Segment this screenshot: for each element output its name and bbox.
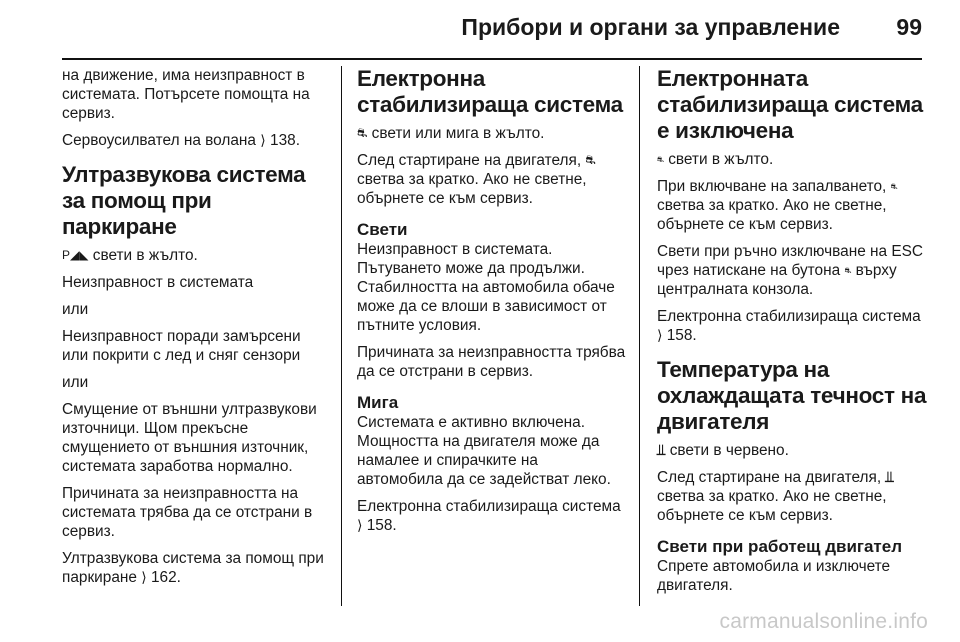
status-line [62, 246, 330, 265]
paragraph: Спрете автомобила и изключете двигателя. [657, 558, 891, 594]
paragraph: на движение, има неизправност в системата. Потърсете помощта на сервиз. [62, 67, 310, 122]
skid-car-off-icon: ⛐ [657, 155, 664, 164]
header-divider [62, 58, 922, 60]
subheading-on: Свети [357, 220, 408, 239]
column-2 [357, 66, 627, 543]
status-line [657, 441, 927, 460]
paragraph: Неизправност поради замърсени или покрити с лед и сняг сензори [62, 328, 301, 364]
ref-page: 138. [270, 132, 300, 149]
page-header [0, 0, 960, 62]
ref-page: 158. [366, 517, 397, 534]
paragraph-end: светва за кратко. Ако не светне, обърнете се към сервиз. [657, 197, 887, 233]
ref-arrow-icon: ⟩ [260, 132, 266, 148]
paragraph [657, 242, 927, 299]
skid-car-off-icon: ⛐ [844, 266, 852, 275]
ref-page: 158. [666, 327, 697, 344]
column-3 [657, 66, 927, 603]
column-divider [341, 66, 342, 606]
status-text: свети в червено. [669, 442, 789, 459]
ref-page: 162. [151, 569, 181, 586]
column-1 [62, 66, 330, 595]
status-line [657, 150, 927, 169]
paragraph [357, 151, 627, 208]
status-text: свети в жълто. [668, 151, 774, 168]
paragraph-end: светва за кратко. Ако не светне, обърнете се към сервиз. [657, 488, 887, 524]
subheading-flashing: Мига [357, 393, 399, 412]
paragraph: Системата е активно включена. Мощността на двигателя може да намалее и спирачките на автомобила да се задействат леко. [357, 414, 611, 488]
ref-arrow-icon: ⟩ [357, 517, 363, 533]
section-heading-parking-assist: Ултразвукова система за помощ при паркиране [62, 162, 306, 239]
paragraph-end: върху централната конзола. [657, 262, 897, 298]
status-text: свети или мига в жълто. [371, 125, 545, 142]
section-heading-coolant-temp: Температура на охлаждащата течност на двигателя [657, 357, 927, 434]
paragraph-start: Свети при ръчно изключване на ESC чрез натискане на бутона [657, 243, 924, 279]
paragraph: или [62, 374, 89, 391]
ref-text: Електронна стабилизираща система [657, 308, 921, 325]
cross-reference [62, 549, 330, 587]
paragraph: Причината за неизправността на системата трябва да се отстрани в сервиз. [62, 485, 313, 540]
paragraph-start: След стартиране на двигателя, [657, 469, 882, 486]
paragraph: Смущение от външни ултразвукови източници. Щом прекъсне смущението от външния източник, системата заработва нормално. [62, 401, 317, 475]
status-text: свети в жълто. [92, 247, 198, 264]
paragraph: или [62, 301, 89, 318]
parking-assist-icon: P◢◣ [62, 248, 89, 262]
skid-car-off-icon: ⛐ [890, 182, 898, 191]
status-line [357, 124, 627, 143]
coolant-temperature-icon: ⫫ [885, 469, 894, 486]
skid-car-icon: ⛐ [357, 126, 368, 140]
section-heading-esc-off: Електронната стабилизираща система е изключена [657, 66, 923, 143]
cross-reference [357, 497, 627, 535]
paragraph: Неизправност в системата [62, 274, 254, 291]
paragraph-start: При включване на запалването, [657, 178, 887, 195]
page-number: 99 [896, 14, 922, 40]
page-title: Прибори и органи за управление [461, 14, 840, 40]
paragraph: Неизправност в системата. Пътуването може да продължи. Стабилността на автомобила обаче може да се влоши в зависимост от пътните условия. [357, 241, 615, 334]
watermark: carmanualsonline.info [719, 610, 928, 633]
ref-arrow-icon: ⟩ [657, 327, 663, 343]
subheading-engine-running: Свети при работещ двигател [657, 537, 903, 556]
paragraph-end: светва за кратко. Ако не светне, обърнете се към сервиз. [357, 171, 587, 207]
section-heading-esc: Електронна стабилизираща система [357, 66, 623, 117]
coolant-temperature-icon: ⫫ [657, 442, 666, 459]
ref-text: Ултразвукова система за помощ при паркиране [62, 550, 324, 586]
cross-reference [657, 307, 927, 345]
paragraph [657, 468, 927, 525]
paragraph: Причината за неизправността трябва да се отстрани в сервиз. [357, 344, 626, 380]
ref-text: Електронна стабилизираща система [357, 498, 621, 515]
ref-arrow-icon: ⟩ [141, 569, 147, 585]
cross-reference [62, 131, 330, 150]
paragraph-start: След стартиране на двигателя, [357, 152, 582, 169]
column-divider [639, 66, 640, 606]
skid-car-icon: ⛐ [585, 153, 596, 167]
ref-text: Сервоусилвател на волана [62, 132, 256, 149]
paragraph [657, 177, 927, 234]
